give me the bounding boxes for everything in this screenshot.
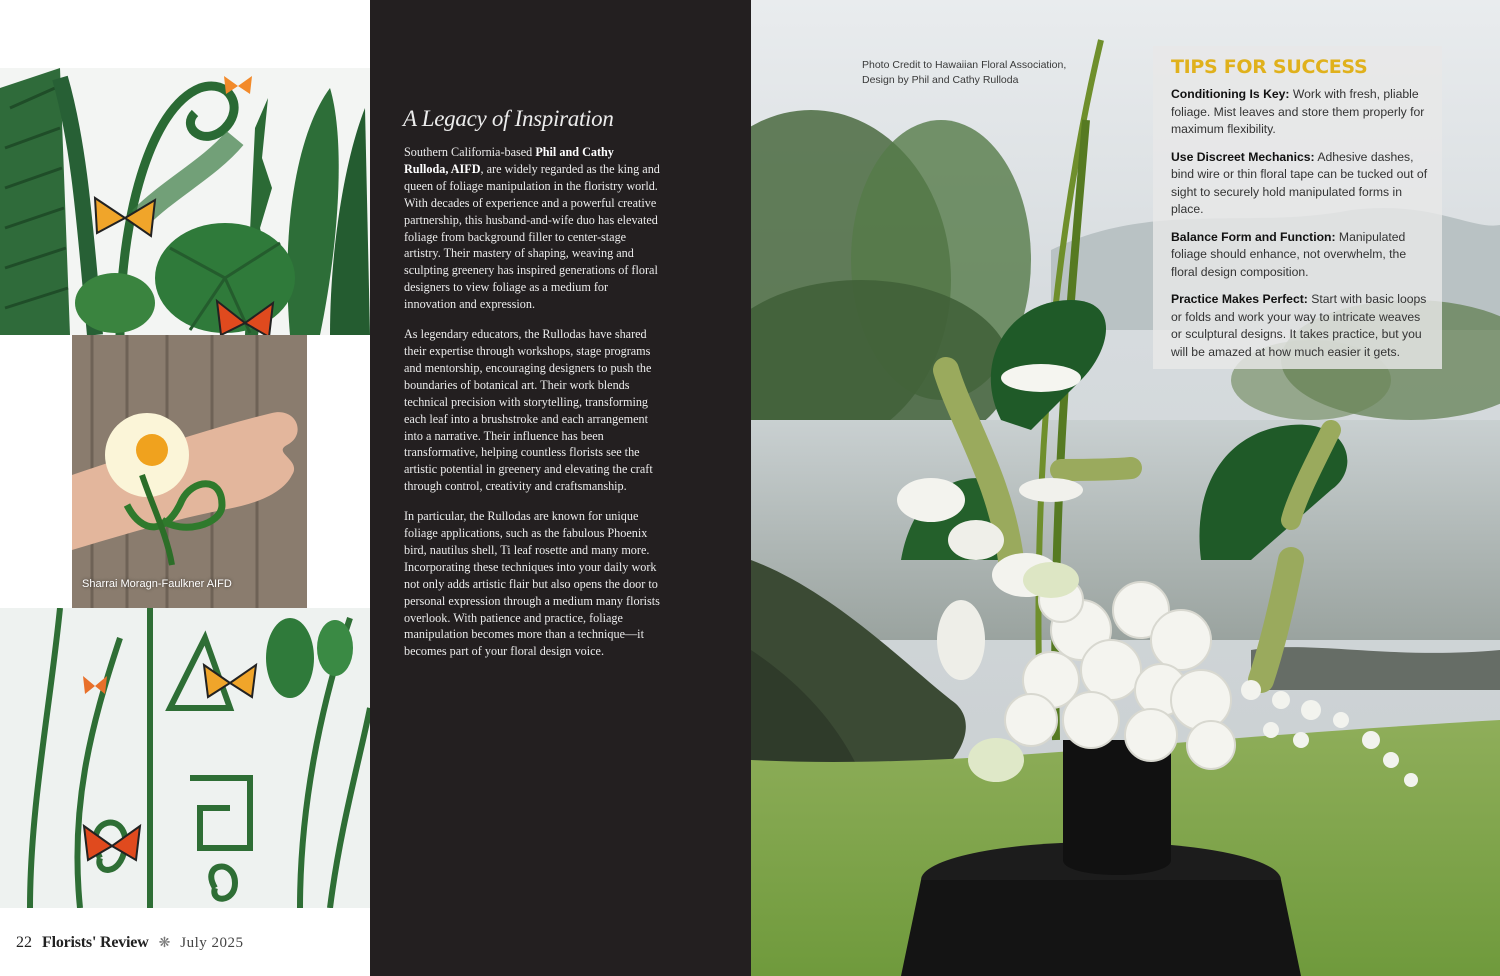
article-paragraph-3: In particular, the Rullodas are known for unique foliage applications, such as the fabulous Phoenix bird, nautilus shell, Ti leaf rosette and many more. Incorporating these techniques into your daily work not only adds artistic flair but also opens the door to personal expression through a medium many florists overlook. With patience and practice, foliage manipulation becomes more than a technique—it becomes part of your floral design voice. (404, 509, 660, 659)
p1-lead: Southern California-based (404, 145, 536, 159)
tip-label: Use Discreet Mechanics: (1171, 149, 1315, 164)
article-body (404, 144, 660, 673)
tip-item (1171, 229, 1428, 282)
wrist-photo-credit: Sharrai Moragn-Faulkner AIFD (82, 578, 232, 590)
tip-label: Conditioning Is Key: (1171, 87, 1290, 101)
tip-item (1171, 291, 1428, 361)
tip-item (1171, 149, 1428, 219)
tip-text: Start with basic loops or folds and work your way to intricate weaves or sculptural designs. It takes practice, but you will be amazed at how much easier it gets. (1171, 292, 1427, 359)
page-footer (16, 934, 244, 952)
magazine-name: Florists' Review (42, 934, 149, 951)
p1-rest: , are widely regarded as the king and queen of foliage manipulation in the floristry world. With decades of experience and a powerful creative partnership, this husband-and-wife duo has elevated foliage from background filler to center-stage artistry. Their mastery of shaping, weaving and sculpting greenery has inspired generations of floral designers to view foliage as a medium for innovation and expression. (404, 161, 660, 312)
foliage-butterflies-photo (0, 68, 370, 335)
tips-box (1153, 46, 1442, 369)
snowflake-icon: ❋ (158, 935, 171, 951)
hero-photo-credit (862, 58, 1077, 87)
credit-line-2: Design by Phil and Cathy Rulloda (862, 73, 1019, 86)
article-paragraph-2: As legendary educators, the Rullodas have shared their expertise through workshops, stage programs and mentorship, encouraging designers to push the boundaries of botanical art. Their work blends technical precision with storytelling, transforming each leaf into a brushstroke and each arrangement into a narrative. Their influence has been transformative, helping countless florists see the artistic potential in greenery and elevating the craft through control, creativity and craftsmanship. (404, 327, 653, 494)
tip-label: Practice Makes Perfect: (1171, 292, 1308, 306)
wrist-corsage-photo (72, 335, 307, 608)
tip-label: Balance Form and Function: (1171, 229, 1336, 244)
tip-item (1171, 86, 1428, 139)
article-paragraph-1 (404, 144, 660, 313)
grass-shapes-photo (0, 608, 370, 908)
issue-date: July 2025 (180, 934, 244, 951)
tips-heading: TIPS FOR SUCCESS (1171, 56, 1368, 78)
article-title: A Legacy of Inspiration (403, 106, 614, 131)
article-column (370, 0, 751, 976)
designer-names: Phil and Cathy Rulloda, AIFD (404, 145, 614, 176)
credit-line-1: Photo Credit to Hawaiian Floral Association, (862, 59, 1067, 71)
tip-text: Work with fresh, pliable foliage. Mist leaves and store them properly for maximum flexibility. (1171, 87, 1425, 136)
tip-text: Manipulated foliage should enhance, not overwhelm, the floral design composition. (1171, 229, 1407, 279)
tip-text: Adhesive dashes, bind wire or thin floral tape can be tucked out of sight to securely hold manipulated forms in place. (1171, 149, 1428, 216)
page-number: 22 (16, 934, 32, 951)
